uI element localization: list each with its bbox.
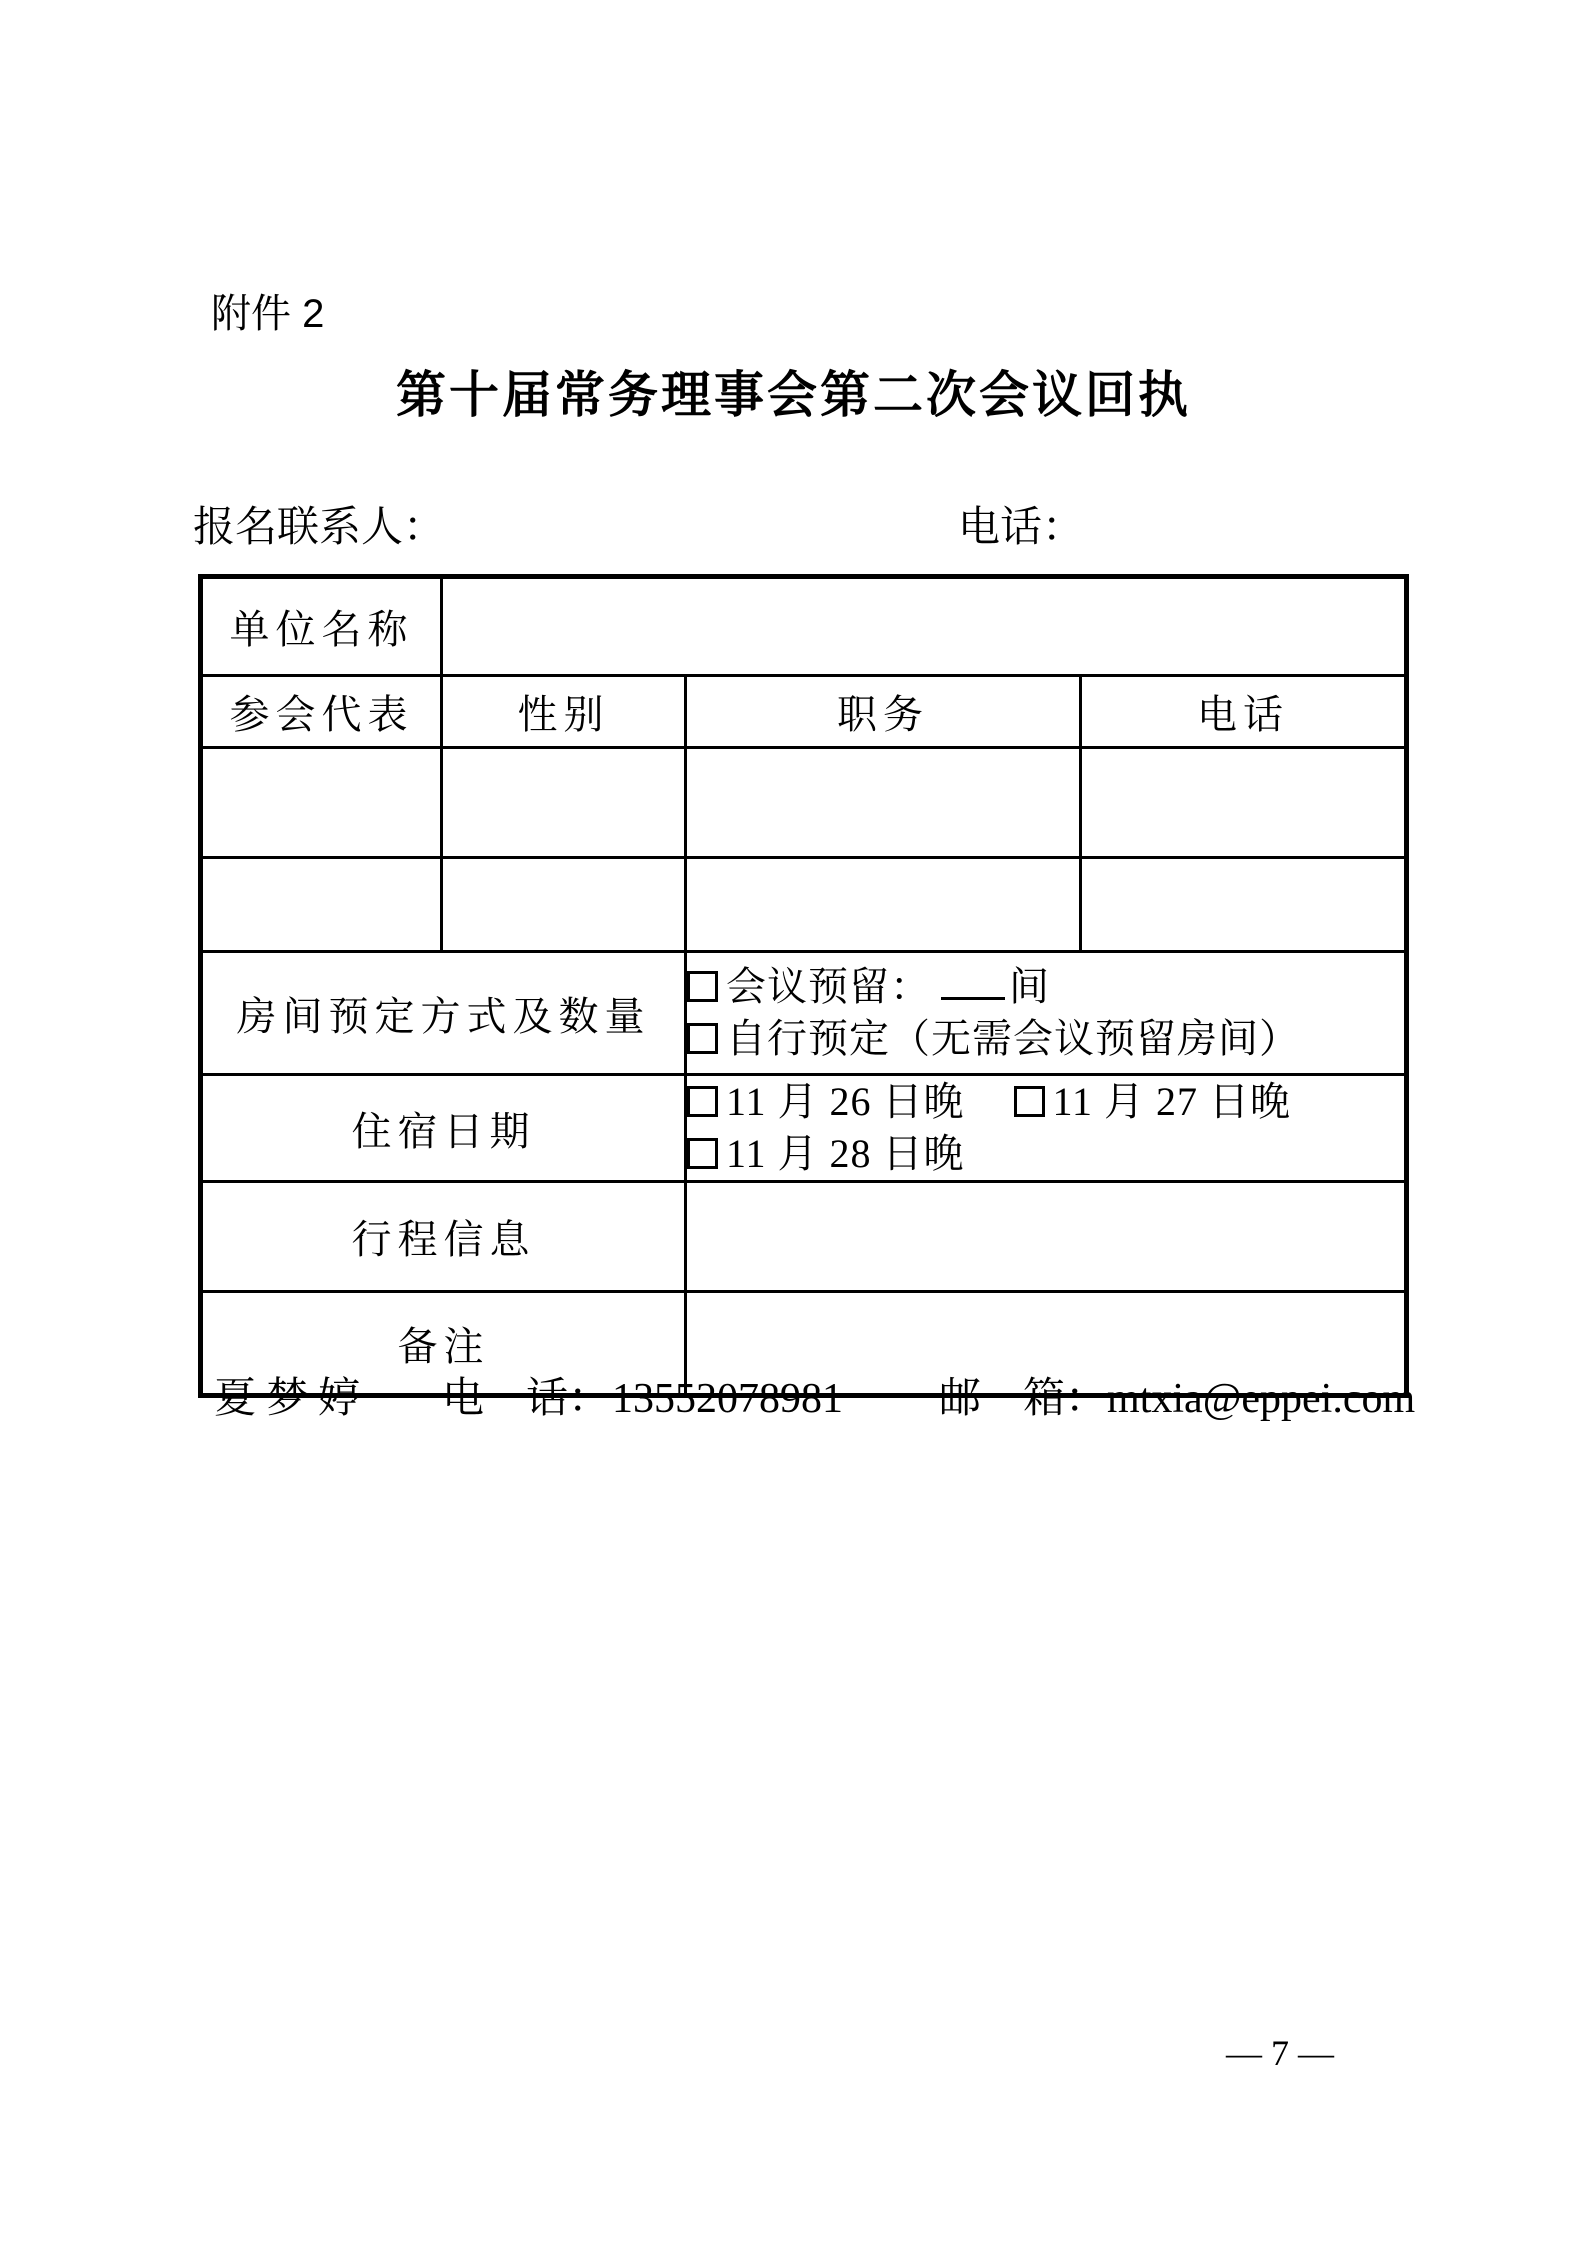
room-booking-options-cell <box>686 952 1407 1075</box>
room-option-self-label: 自行预定（无需会议预留房间） <box>726 1016 1300 1061</box>
itinerary-label: 行程信息 <box>201 1182 686 1292</box>
room-option-reserved <box>687 961 1404 1013</box>
room-count-unit-label: 间 <box>1009 964 1050 1009</box>
checkbox-icon[interactable] <box>687 1023 718 1054</box>
delegate-name-input-cell[interactable] <box>201 748 442 858</box>
itinerary-row <box>201 1182 1407 1292</box>
stay-date-label: 住宿日期 <box>201 1075 686 1182</box>
gender-input-cell[interactable] <box>442 748 686 858</box>
room-option-self <box>687 1013 1404 1065</box>
remarks-label: 备注 <box>201 1292 686 1396</box>
stay-option-nov26 <box>687 1079 965 1124</box>
checkbox-icon[interactable] <box>687 1138 718 1169</box>
registration-contact-label: 报名联系人： <box>193 505 446 551</box>
position-input-cell[interactable] <box>686 748 1081 858</box>
stay-date-options-cell <box>686 1075 1407 1182</box>
phone-column-header: 电话 <box>1081 676 1407 748</box>
contact-email-address: mtxia@eppei.com <box>1107 1376 1416 1422</box>
position-column-header: 职务 <box>686 676 1081 748</box>
contact-phone-label: 电 话： <box>442 1376 611 1422</box>
delegate-header-row <box>201 676 1407 748</box>
unit-name-label: 单位名称 <box>201 577 442 676</box>
unit-name-row <box>201 577 1407 676</box>
phone-input-cell[interactable] <box>1081 858 1407 952</box>
delegate-name-input-cell[interactable] <box>201 858 442 952</box>
checkbox-icon[interactable] <box>1014 1086 1045 1117</box>
checkbox-icon[interactable] <box>687 1086 718 1117</box>
contact-phone-number: 13552078981 <box>612 1376 844 1422</box>
gender-column-header: 性别 <box>442 676 686 748</box>
itinerary-input-cell[interactable] <box>686 1182 1407 1292</box>
contact-email-label: 邮 箱： <box>939 1376 1108 1422</box>
page-number: — 7 — <box>1226 2033 1334 2073</box>
stay-date-row <box>201 1075 1407 1182</box>
stay-option-nov28 <box>687 1131 965 1176</box>
stay-option-nov26-label: 11 月 26 日晚 <box>726 1079 965 1124</box>
contact-person-name: 夏梦婷 <box>214 1376 371 1422</box>
registration-phone-label: 电话： <box>958 505 1085 551</box>
room-option-reserved-label: 会议预留： <box>726 964 931 1009</box>
position-input-cell[interactable] <box>686 858 1081 952</box>
phone-input-cell[interactable] <box>1081 748 1407 858</box>
room-booking-label: 房间预定方式及数量 <box>201 952 686 1075</box>
attachment-label: 附件 2 <box>211 292 325 336</box>
checkbox-icon[interactable] <box>687 971 718 1002</box>
stay-option-nov27 <box>1014 1079 1292 1124</box>
room-count-blank-field[interactable] <box>941 997 1005 1000</box>
reply-form-table <box>198 574 1409 1398</box>
unit-name-input-cell[interactable] <box>442 577 1407 676</box>
page-title: 第十届常务理事会第二次会议回执 <box>396 367 1191 423</box>
stay-option-nov28-label: 11 月 28 日晚 <box>726 1131 965 1176</box>
delegate-row-2 <box>201 858 1407 952</box>
stay-option-nov27-label: 11 月 27 日晚 <box>1052 1079 1292 1124</box>
room-booking-row <box>201 952 1407 1075</box>
gender-input-cell[interactable] <box>442 858 686 952</box>
delegate-row-1 <box>201 748 1407 858</box>
delegate-column-header: 参会代表 <box>201 676 442 748</box>
footer-contact-line <box>214 1374 1414 1424</box>
